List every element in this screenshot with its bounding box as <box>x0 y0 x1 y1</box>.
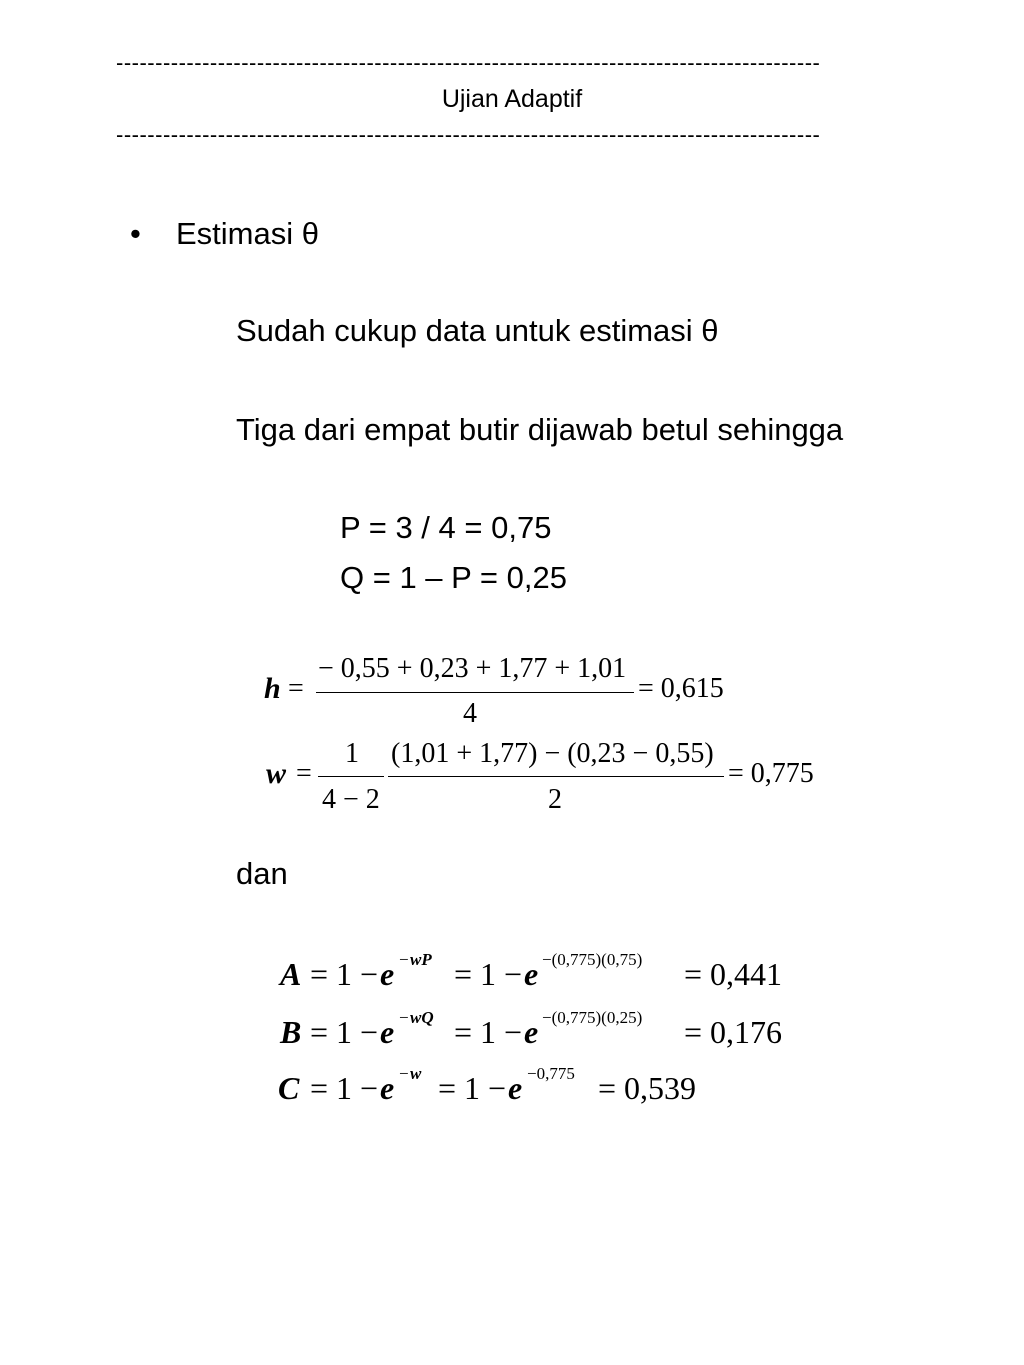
h-fraction-bar <box>316 692 634 693</box>
text-line-data-sufficient: Sudah cukup data untuk estimasi θ <box>236 313 719 348</box>
bullet-icon: • <box>130 216 141 251</box>
a-one-minus: = 1 − <box>310 956 379 992</box>
equation-q: Q = 1 – P = 0,25 <box>340 560 567 595</box>
equation-p: P = 3 / 4 = 0,75 <box>340 510 552 545</box>
c-result: = 0,539 <box>598 1070 697 1106</box>
b-exponent1-var: wQ <box>410 1008 434 1027</box>
header-rule-bottom: ------------------------------------------------------------------------------------------ <box>116 124 821 146</box>
a-exponent2: −(0,775)(0,75) <box>542 950 643 969</box>
a-variable: A <box>280 956 302 992</box>
c-exponent2: −0,775 <box>527 1064 575 1083</box>
b-exponent2: −(0,775)(0,25) <box>542 1008 643 1027</box>
w-equals: = <box>296 758 312 789</box>
b-one-minus-2: = 1 − <box>454 1014 523 1050</box>
page-title: Ujian Adaptif <box>441 85 583 113</box>
b-variable: B <box>280 1014 302 1050</box>
b-exponent1-sign: − <box>399 1008 409 1027</box>
w-fraction1-denominator: 4 − 2 <box>322 784 380 815</box>
c-one-minus-2: = 1 − <box>438 1070 507 1106</box>
a-e-base: e <box>380 956 395 992</box>
w-fraction2-denominator: 2 <box>548 784 562 815</box>
b-result: = 0,176 <box>684 1014 783 1050</box>
c-variable: C <box>278 1070 300 1106</box>
w-fraction1-numerator: 1 <box>345 738 359 769</box>
header-rule-top: ------------------------------------------------------------------------------------------ <box>116 52 821 74</box>
c-one-minus: = 1 − <box>310 1070 379 1106</box>
text-dan: dan <box>236 856 288 891</box>
a-exponent1-sign: − <box>399 950 409 969</box>
a-e-base-2: e <box>524 956 539 992</box>
a-result: = 0,441 <box>684 956 783 992</box>
w-fraction1-bar <box>318 776 384 777</box>
a-one-minus-2: = 1 − <box>454 956 523 992</box>
b-e-base-2: e <box>524 1014 539 1050</box>
c-e-base-2: e <box>508 1070 523 1106</box>
h-denominator: 4 <box>463 698 477 729</box>
h-variable: h <box>264 672 281 705</box>
a-exponent1-var: wP <box>410 950 432 969</box>
w-result: = 0,775 <box>728 758 814 789</box>
h-equals: = <box>288 673 304 704</box>
h-numerator: − 0,55 + 0,23 + 1,77 + 1,01 <box>318 653 627 684</box>
bullet-heading: Estimasi θ <box>176 216 319 251</box>
c-exponent1-var: w <box>410 1064 422 1083</box>
b-e-base: e <box>380 1014 395 1050</box>
c-exponent1-sign: − <box>399 1064 409 1083</box>
text-line-three-of-four: Tiga dari empat butir dijawab betul sehingga <box>236 412 844 447</box>
c-e-base: e <box>380 1070 395 1106</box>
b-one-minus: = 1 − <box>310 1014 379 1050</box>
h-result: = 0,615 <box>638 673 724 704</box>
w-variable: w <box>266 757 287 790</box>
w-fraction2-bar <box>388 776 724 777</box>
w-fraction2-numerator: (1,01 + 1,77) − (0,23 − 0,55) <box>391 738 714 769</box>
